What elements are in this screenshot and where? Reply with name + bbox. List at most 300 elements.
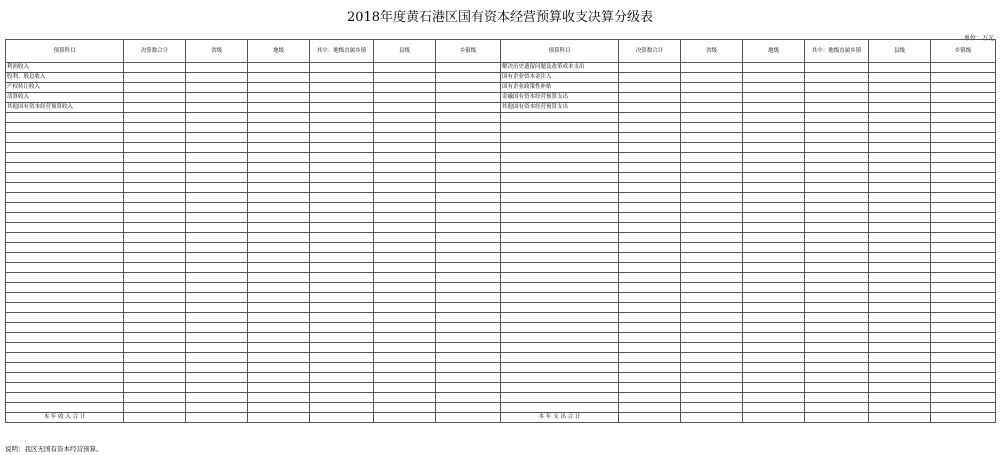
table-cell [743,413,805,423]
table-cell [805,413,869,423]
table-cell [619,343,681,353]
table-cell [436,163,501,173]
table-cell [186,293,248,303]
table-cell [6,183,124,193]
table-cell [743,73,805,83]
table-cell [805,323,869,333]
table-cell [6,333,124,343]
table-cell [501,383,619,393]
table-cell [186,313,248,323]
table-cell [931,223,996,233]
table-cell [681,253,743,263]
table-cell [869,343,931,353]
table-cell [436,173,501,183]
table-cell [931,373,996,383]
table-cell [124,393,186,403]
table-cell [743,323,805,333]
table-cell [124,123,186,133]
table-cell [6,353,124,363]
table-cell [436,233,501,243]
table-cell [931,313,996,323]
table-cell [743,193,805,203]
table-cell [869,173,931,183]
table-cell [248,303,310,313]
table-cell [436,363,501,373]
table-cell [805,183,869,193]
table-cell [374,243,436,253]
table-cell [124,153,186,163]
table-cell [374,263,436,273]
table-cell [743,393,805,403]
table-cell [248,203,310,213]
table-cell [805,143,869,153]
table-cell [681,153,743,163]
table-cell [186,153,248,163]
table-cell [869,93,931,103]
table-cell [931,363,996,373]
table-cell [436,73,501,83]
table-cell [501,153,619,163]
table-cell [743,403,805,413]
table-cell [681,123,743,133]
income-total-label: 本 年 收 入 合 计 [6,413,124,423]
table-cell [931,353,996,363]
table-cell [869,273,931,283]
table-cell [805,293,869,303]
table-row [6,343,996,353]
table-cell [805,253,869,263]
header-cell: 县级 [869,40,931,63]
table-cell [743,113,805,123]
table-cell [436,153,501,163]
table-cell [248,263,310,273]
table-cell [124,63,186,73]
table-cell [436,273,501,283]
table-cell [374,183,436,193]
table-cell [248,243,310,253]
table-cell [374,413,436,423]
table-cell [310,283,374,293]
table-cell [681,393,743,403]
table-cell [619,393,681,403]
table-cell [374,313,436,323]
table-row [6,313,996,323]
table-cell [501,163,619,173]
table-cell [805,283,869,293]
table-cell [869,313,931,323]
table-cell [436,143,501,153]
table-cell [805,123,869,133]
table-cell [681,213,743,223]
table-cell [743,263,805,273]
table-cell [186,193,248,203]
table-cell [186,83,248,93]
table-cell [6,313,124,323]
table-cell [681,273,743,283]
table-cell [681,333,743,343]
table-cell [619,173,681,183]
table-cell [681,203,743,213]
header-cell: 乡镇级 [931,40,996,63]
table-row [6,383,996,393]
table-cell [310,313,374,323]
table-cell [310,193,374,203]
table-cell [124,223,186,233]
income-item: 产权转让收入 [6,83,124,93]
table-cell [374,233,436,243]
table-cell [186,353,248,363]
table-cell [436,123,501,133]
table-cell [681,193,743,203]
table-cell [869,383,931,393]
table-cell [124,133,186,143]
table-cell [619,193,681,203]
table-cell [501,183,619,193]
table-cell [743,253,805,263]
table-cell [310,273,374,283]
table-cell [186,133,248,143]
table-cell [869,163,931,173]
table-cell [436,183,501,193]
table-cell [619,403,681,413]
table-cell [619,153,681,163]
table-cell [931,193,996,203]
table-cell [310,333,374,343]
table-cell [186,383,248,393]
table-cell [374,273,436,283]
table-cell [124,73,186,83]
table-cell [743,153,805,163]
table-cell [186,283,248,293]
table-cell [310,263,374,273]
table-cell [124,303,186,313]
table-cell [743,373,805,383]
table-cell [186,333,248,343]
table-cell [931,253,996,263]
table-cell [619,373,681,383]
table-cell [743,93,805,103]
table-cell [869,63,931,73]
footnote: 说明：我区无国有资本经营预算。 [5,445,103,453]
table-cell [681,243,743,253]
table-cell [619,353,681,363]
table-cell [6,293,124,303]
table-cell [374,213,436,223]
table-cell [743,163,805,173]
table-cell [186,243,248,253]
table-cell [310,73,374,83]
table-cell [681,93,743,103]
table-cell [743,123,805,133]
table-cell [248,333,310,343]
table-cell [681,173,743,183]
table-cell [681,383,743,393]
table-cell [681,313,743,323]
table-cell [931,403,996,413]
table-cell [681,363,743,373]
table-row [6,143,996,153]
table-cell [248,113,310,123]
table-cell [501,213,619,223]
table-cell [310,203,374,213]
table-cell [186,123,248,133]
table-cell [186,393,248,403]
table-cell [869,123,931,133]
table-cell [869,103,931,113]
table-cell [124,373,186,383]
table-cell [6,123,124,133]
table-cell [124,403,186,413]
table-cell [248,273,310,283]
table-cell [681,113,743,123]
table-cell [310,343,374,353]
table-cell [248,233,310,243]
table-row [6,393,996,403]
table-cell [805,363,869,373]
table-cell [6,303,124,313]
table-cell [186,323,248,333]
table-cell [248,193,310,203]
table-cell [248,313,310,323]
table-cell [186,223,248,233]
table-cell [310,393,374,403]
table-cell [931,123,996,133]
table-cell [805,153,869,163]
table-cell [501,363,619,373]
income-item: 利润收入 [6,63,124,73]
table-cell [805,133,869,143]
table-cell [931,323,996,333]
table-cell [869,143,931,153]
table-cell [619,263,681,273]
table-cell [619,143,681,153]
table-cell [6,373,124,383]
table-cell [681,353,743,363]
table-cell [931,383,996,393]
table-cell [186,363,248,373]
table-cell [869,193,931,203]
table-cell [310,213,374,223]
header-cell: 省级 [186,40,248,63]
table-row [6,153,996,163]
table-cell [805,223,869,233]
header-cell: 决算数合计 [124,40,186,63]
table-cell [619,93,681,103]
table-row [6,133,996,143]
table-cell [436,263,501,273]
table-cell [501,293,619,303]
table-cell [931,153,996,163]
table-cell [681,263,743,273]
header-cell: 预算科目 [501,40,619,63]
table-cell [619,313,681,323]
table-cell [6,403,124,413]
table-cell [681,293,743,303]
table-cell [501,113,619,123]
table-cell [619,283,681,293]
table-cell [436,63,501,73]
table-cell [931,413,996,423]
table-cell [124,163,186,173]
table-cell [743,213,805,223]
table-cell [681,73,743,83]
table-cell [805,63,869,73]
table-cell [374,393,436,403]
table-cell [436,83,501,93]
table-cell [248,133,310,143]
table-cell [374,333,436,343]
table-cell [186,113,248,123]
table-cell [310,63,374,73]
table-cell [186,343,248,353]
table-cell [436,393,501,403]
table-row [6,83,996,93]
table-cell [310,103,374,113]
table-cell [931,183,996,193]
table-row [6,263,996,273]
table-row [6,283,996,293]
table-cell [619,243,681,253]
table-cell [248,123,310,133]
table-cell [248,343,310,353]
table-cell [310,173,374,183]
table-cell [186,163,248,173]
table-cell [374,323,436,333]
table-cell [186,93,248,103]
table-cell [501,173,619,183]
table-cell [186,183,248,193]
table-cell [501,343,619,353]
table-cell [501,133,619,143]
expense-item: 其他国有资本经营预算支出 [501,103,619,113]
table-cell [743,103,805,113]
table-cell [374,63,436,73]
table-cell [436,413,501,423]
header-cell: 地级 [743,40,805,63]
budget-table [5,39,996,423]
table-cell [436,113,501,123]
table-cell [619,253,681,263]
table-cell [186,413,248,423]
table-cell [869,403,931,413]
table-cell [248,403,310,413]
table-cell [310,143,374,153]
table-cell [743,353,805,363]
table-cell [124,353,186,363]
header-cell: 地级 [248,40,310,63]
table-cell [310,133,374,143]
table-cell [6,383,124,393]
table-cell [805,173,869,183]
table-cell [869,153,931,163]
table-cell [436,323,501,333]
table-cell [124,143,186,153]
table-cell [310,233,374,243]
table-row [6,203,996,213]
table-cell [6,193,124,203]
table-cell [805,313,869,323]
table-cell [6,153,124,163]
table-row [6,213,996,223]
table-cell [681,323,743,333]
table-cell [310,383,374,393]
table-cell [501,233,619,243]
table-cell [374,353,436,363]
table-cell [310,243,374,253]
table-cell [869,323,931,333]
table-cell [124,83,186,93]
table-cell [619,113,681,123]
table-cell [124,263,186,273]
table-cell [931,63,996,73]
table-cell [6,173,124,183]
table-cell [124,323,186,333]
table-cell [805,113,869,123]
table-cell [310,123,374,133]
header-row [6,40,996,63]
table-cell [805,83,869,93]
table-cell [436,293,501,303]
table-cell [436,313,501,323]
table-cell [6,213,124,223]
header-cell: 预算科目 [6,40,124,63]
table-cell [805,93,869,103]
header-cell: 县级 [374,40,436,63]
table-cell [619,273,681,283]
table-cell [743,143,805,153]
table-cell [436,213,501,223]
table-row [6,273,996,283]
table-cell [124,103,186,113]
table-cell [805,193,869,203]
table-cell [248,373,310,383]
table-cell [124,253,186,263]
table-cell [805,203,869,213]
expense-item: 解决历史遗留问题及改革成本支出 [501,63,619,73]
table-cell [869,293,931,303]
table-row [6,233,996,243]
table-cell [310,83,374,93]
table-cell [248,93,310,103]
table-cell [869,203,931,213]
table-cell [869,413,931,423]
table-cell [310,113,374,123]
table-cell [374,163,436,173]
table-cell [931,233,996,243]
table-cell [6,393,124,403]
table-row [6,303,996,313]
table-cell [681,233,743,243]
table-row [6,163,996,173]
table-cell [310,93,374,103]
table-cell [6,233,124,243]
table-cell [248,283,310,293]
table-cell [869,183,931,193]
table-cell [931,303,996,313]
table-cell [931,173,996,183]
table-cell [248,323,310,333]
table-cell [743,273,805,283]
table-cell [310,293,374,303]
table-cell [374,383,436,393]
table-cell [619,333,681,343]
table-cell [374,403,436,413]
table-cell [501,333,619,343]
table-row [6,173,996,183]
table-cell [931,393,996,403]
table-cell [248,183,310,193]
table-cell [869,113,931,123]
